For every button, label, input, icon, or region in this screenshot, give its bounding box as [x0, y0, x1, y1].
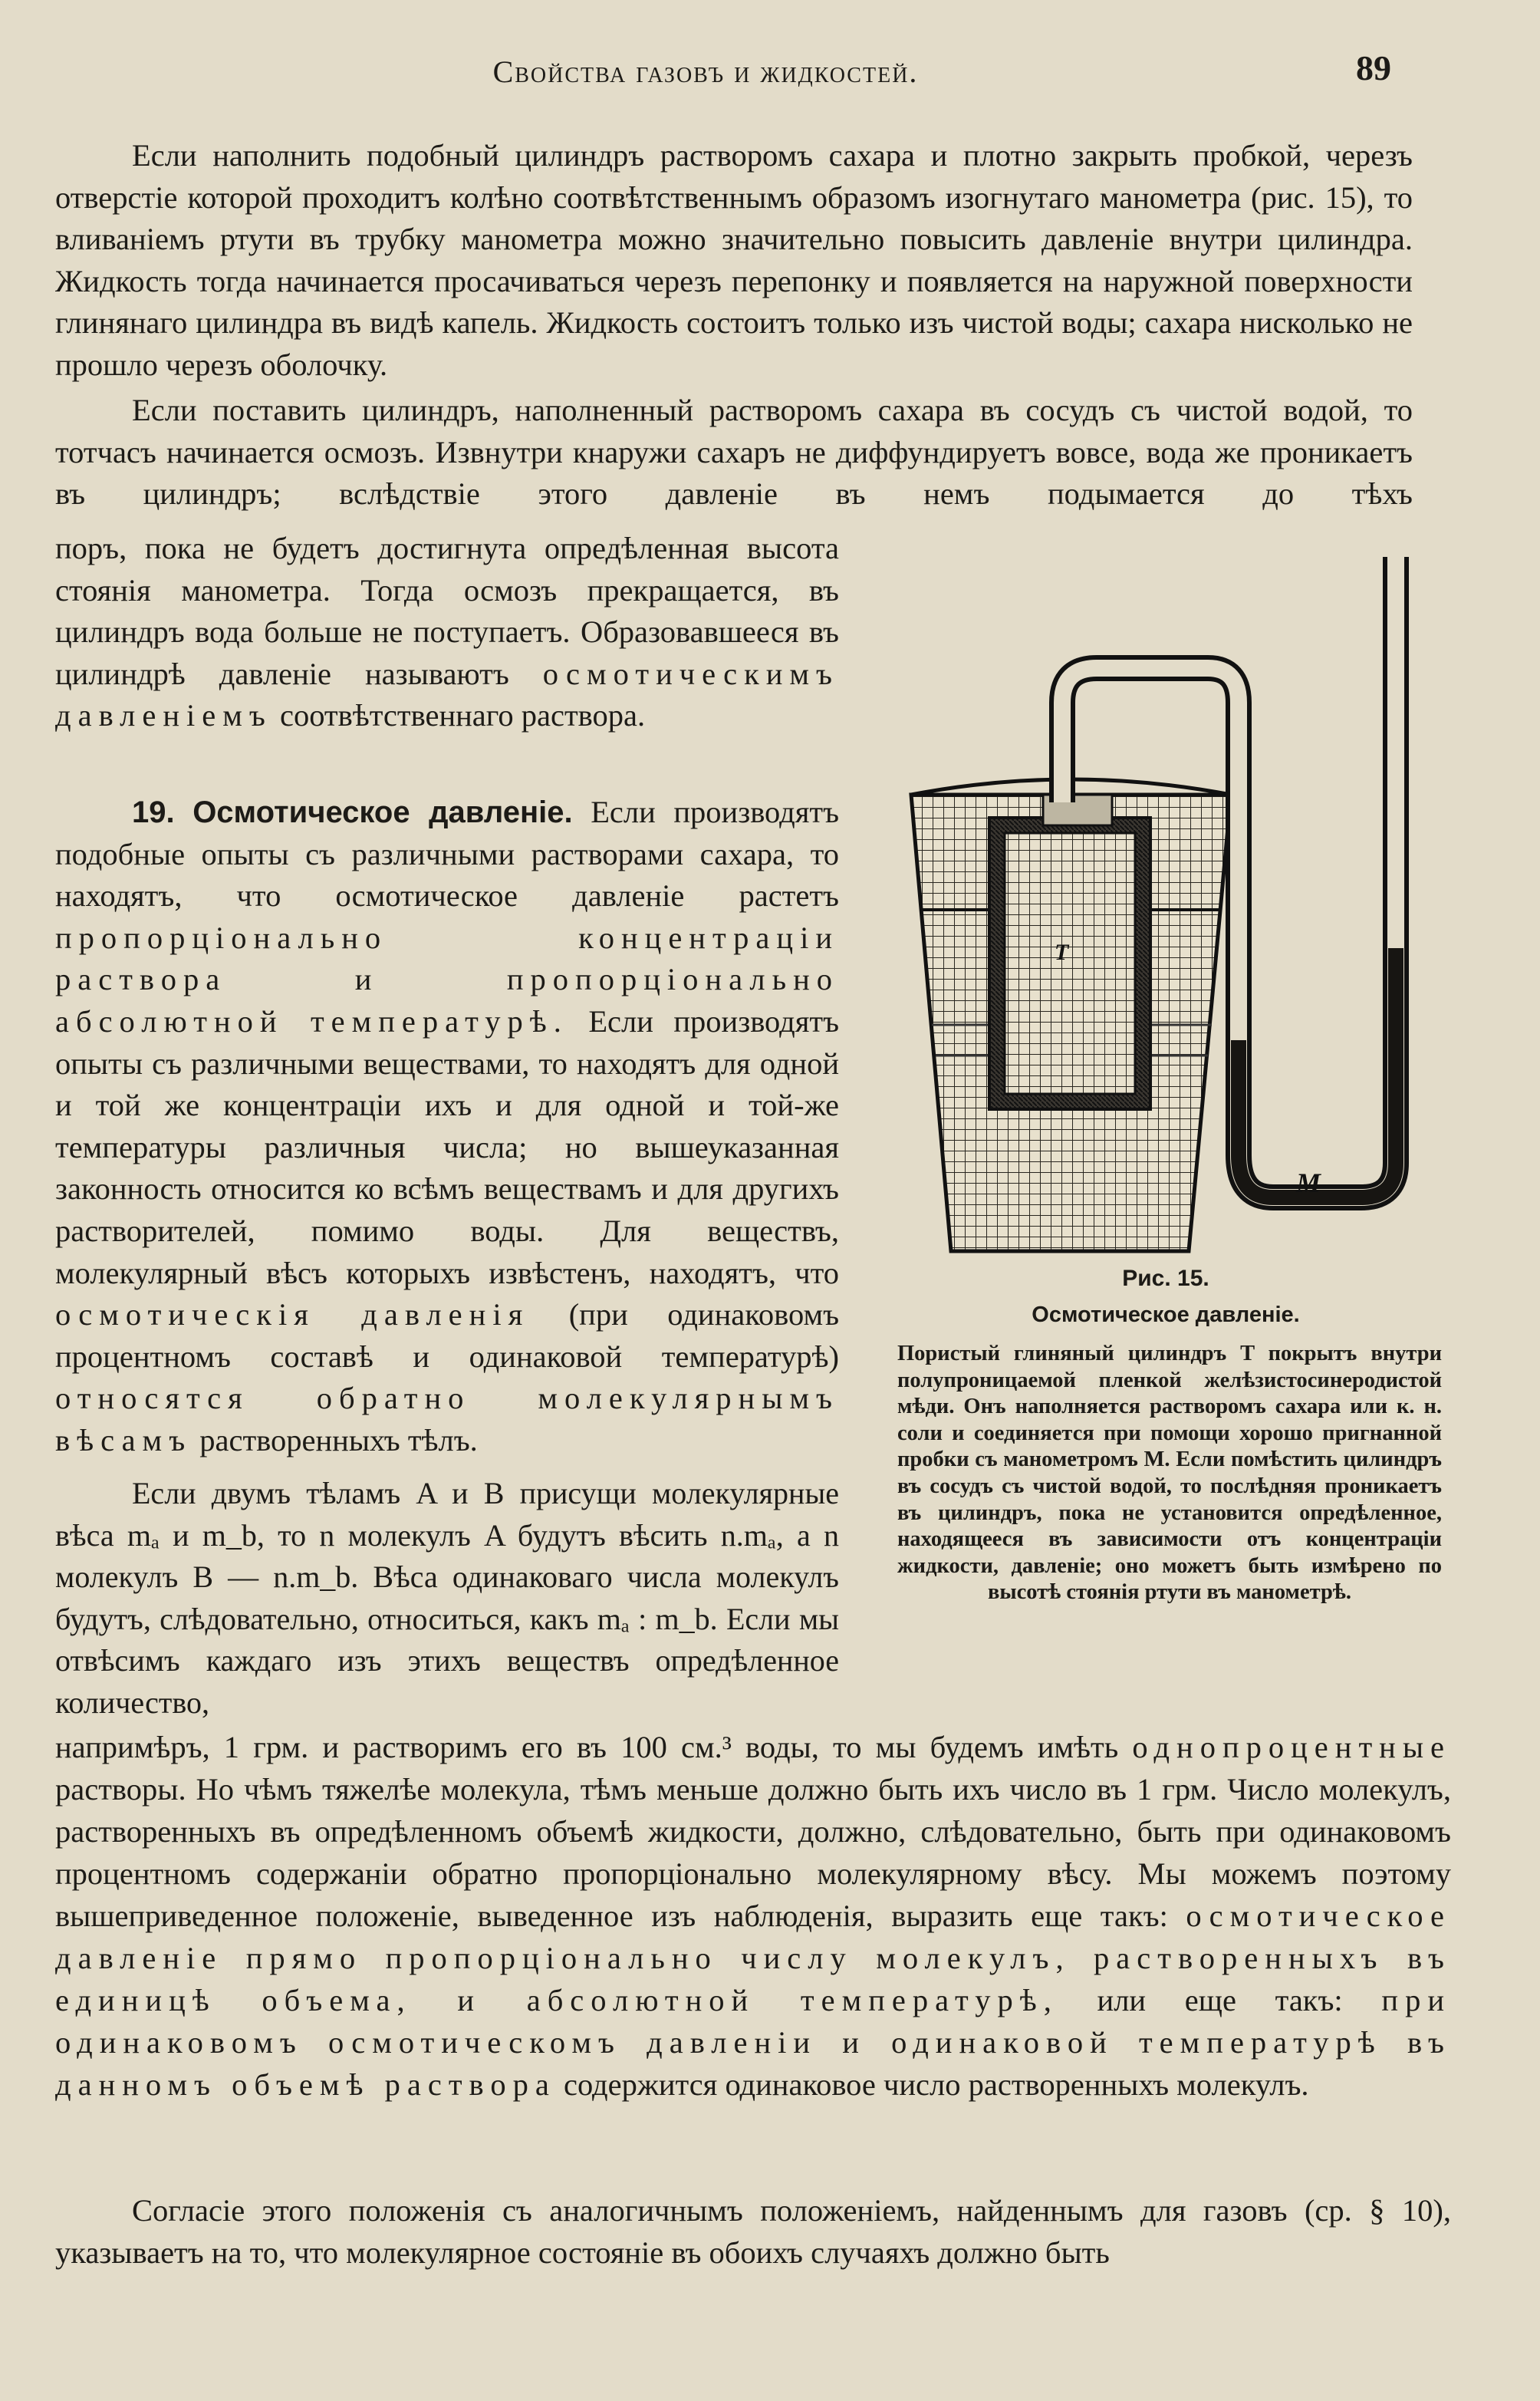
clay-cylinder-T [989, 795, 1150, 1109]
page-number: 89 [1356, 48, 1391, 87]
spaced-term: однопроцентные [1132, 1730, 1452, 1764]
running-header [0, 48, 1540, 94]
spaced-term: осмотическимъ давленіемъ [55, 656, 839, 733]
paragraph-5: Согласіе этого положенія съ аналогичнымъ положеніемъ, найденнымъ для газовъ (ср. § 10), указываетъ на то, что молекулярное состояніе въ обоихъ случаяхъ должно быть [55, 2193, 1451, 2270]
paragraph-2-beside-figure: поръ, пока не будетъ достигнута опредѣленная высота стоянія манометра. Тогда осмозъ прекращается, въ цилиндръ вода больше не поступаетъ. Образовавшееся въ цилиндрѣ давленіе называютъ осмотическимъ давленіемъ соотвѣтственнаго раствора. [55, 531, 839, 733]
running-title: Свойства газовъ и жидкостей. [492, 54, 919, 89]
section-heading: Осмотическое давленіе. [192, 795, 573, 829]
paragraph-4-full-width: напримѣръ, 1 грм. и растворимъ его въ 100 см.³ воды, то мы будемъ имѣть однопроцентные растворы. Но чѣмъ тяжелѣе молекула, тѣмъ меньше должно быть ихъ число въ 1 грм. Число молекулъ, растворенныхъ въ опредѣленномъ объемѣ жидкости, должно, слѣдовательно, быть при одинаковомъ процентномъ содержаніи обратно пропорціонально молекулярному вѣсу. Мы можемъ поэтому вышеприведенное положеніе, выведенное изъ наблюденія, выразить еще такъ: осмотическое давленіе прямо пропорціонально числу молекулъ, растворенныхъ въ единицѣ объема, и абсолютной температурѣ, или еще такъ: при одинаковомъ осмотическомъ давленіи и одинаковой температурѣ въ данномъ объемѣ раствора содержится одинаковое число растворенныхъ молекулъ. [55, 1730, 1452, 2102]
spaced-term: пропорціонально концентраціи раствора и пропорціонально абсолютной температурѣ. [55, 920, 839, 1039]
figure-title: Осмотическое давленіе. [1032, 1303, 1300, 1327]
paragraph-1: Если наполнить подобный цилиндръ растворомъ сахара и плотно закрыть пробкой, черезъ отверстіе которой проходитъ колѣно соотвѣтственнымъ образомъ изогнутаго манометра (рис. 15), то вливаніемъ ртути въ трубку манометра можно значительно повысить давленіе внутри цилиндра. Жидкость тогда начинается просачиваться черезъ перепонку и появляется на наружной поверхности глинянаго цилиндра въ видѣ капель. Жидкость состоитъ только изъ чистой воды; сахара нисколько не прошло черезъ оболочку. [55, 138, 1413, 382]
figure-caption: Пористый глиняный цилиндръ T покрытъ внутри полупроницаемой пленкой желѣзистосинеродистой мѣди. Онъ наполняется растворомъ сахара или к. н. соли и соединяется при помощи хорошо пригнанной пробки съ манометромъ M. Если помѣстить цилиндръ въ сосудъ съ чистой водой, то послѣдняя проникаетъ въ цилиндръ, пока не установится опредѣленное, находящееся въ зависимости отъ концентраціи жидкости, давленіе; оно можетъ быть измѣрено по высотѣ стоянія ртути въ манометрѣ. [897, 1342, 1442, 1605]
section-19: 19. Осмотическое давленіе. Если производятъ подобные опыты съ различными растворами сахара, то находятъ, что осмотическое давленіе растетъ пропорціонально концентраціи раствора и пропорціонально абсолютной температурѣ. Если производятъ опыты съ различными веществами, то находятъ для одной и той же концентраціи ихъ и для одной и той-же температуры различныя числа; но вышеуказанная законность относится ко всѣмъ веществамъ и для другихъ растворителей, помимо воды. Для веществъ, молекулярный вѣсъ которыхъ извѣстенъ, находятъ, что осмотическія давленія (при одинаковомъ процентномъ составѣ и одинаковой температурѣ) относятся обратно молекулярнымъ вѣсамъ растворенныхъ тѣлъ. [55, 795, 840, 1457]
spaced-term: при одинаковомъ осмотическомъ давленіи и одинаковой температурѣ въ данномъ объемѣ раствора [55, 1983, 1451, 2102]
spaced-term: относятся обратно молекулярнымъ вѣсамъ [55, 1381, 839, 1457]
spaced-term: осмотическія давленія [55, 1297, 530, 1332]
figure-label: Рис. 15. [1122, 1266, 1209, 1291]
paragraph-4-beside-figure: Если двумъ тѣламъ A и B присущи молекулярные вѣса mₐ и m_b, то n молекулъ A будутъ вѣсить n.mₐ, а n молекулъ B — n.m_b. Вѣса одинаковаго числа молекулъ будутъ, слѣдовательно, относиться, какъ mₐ : m_b. Если мы отвѣсимъ каждаго изъ этихъ веществъ опредѣленное количество, [55, 1476, 839, 1720]
osmotic-pressure-illustration [890, 549, 1442, 1255]
spaced-term: осмотическое давленіе прямо пропорціонально числу молекулъ, растворенныхъ въ единицѣ объема, и абсолютной температурѣ, [55, 1899, 1452, 2017]
label-M: M [1296, 1168, 1321, 1198]
label-T: T [1055, 940, 1069, 965]
paragraph-2-full-width: Если поставить цилиндръ, наполненный растворомъ сахара въ сосудъ съ чистой водой, то тотчасъ начинается осмозъ. Извнутри кнаружи сахаръ не диффундируетъ вовсе, вода же проникаетъ въ цилиндръ; вслѣдствіе этого давленіе въ немъ подымается до тѣхъ [55, 393, 1413, 512]
section-number: 19. [132, 795, 175, 829]
